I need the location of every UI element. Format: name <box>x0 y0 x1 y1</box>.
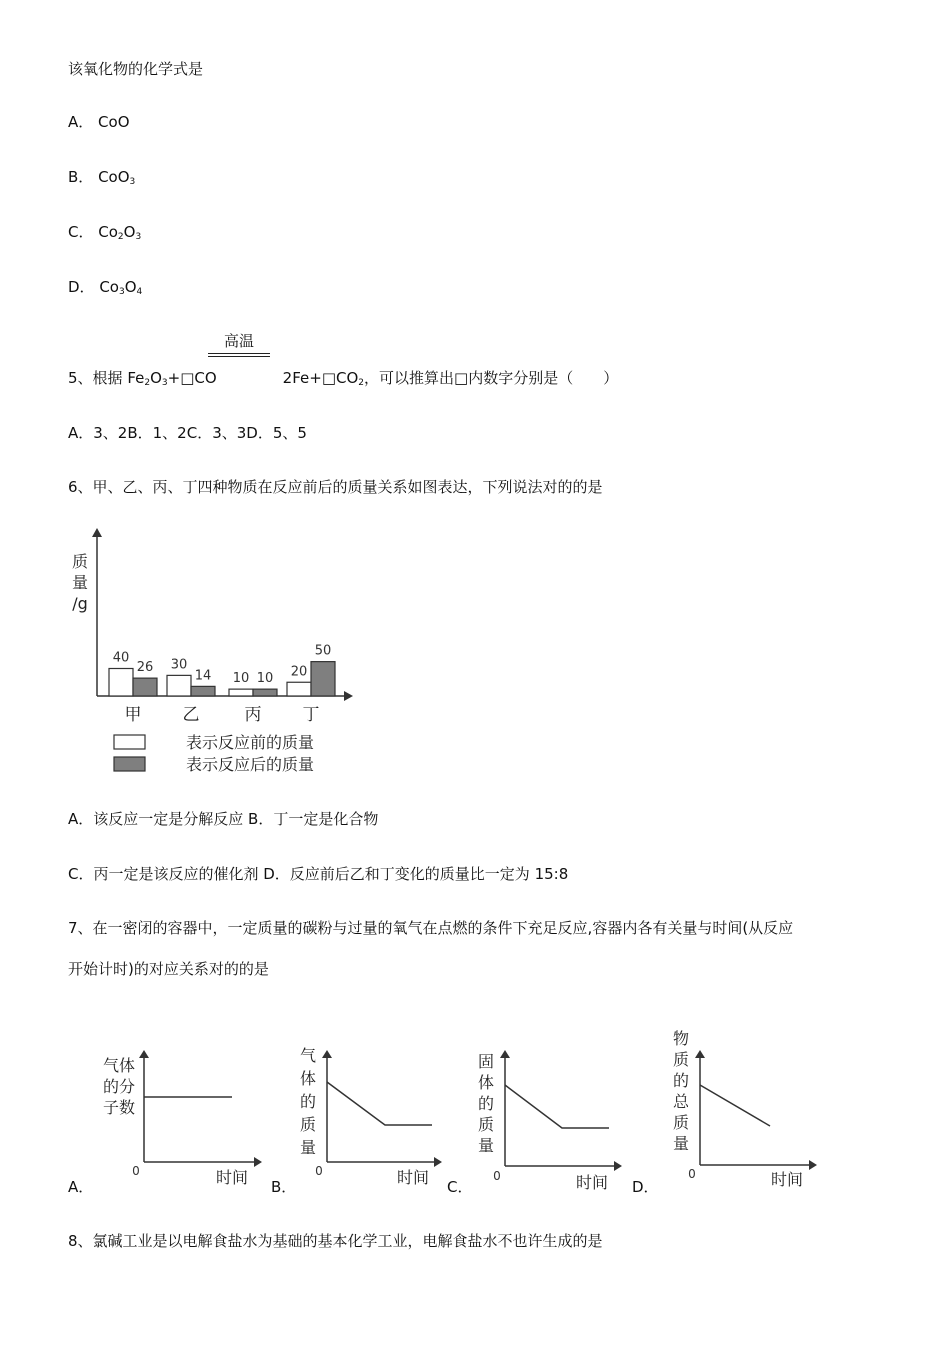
q6-stem: 6、甲、乙、丙、丁四种物质在反应前后的质量关系如图表达，下列说法对的的是 <box>68 478 603 496</box>
category-label: 乙 <box>182 705 200 725</box>
y-axis-label: /g <box>72 594 88 613</box>
graph-option-letter: C． <box>447 1178 473 1196</box>
formula-element: O <box>117 168 130 186</box>
formula-fe: Fe <box>127 369 145 387</box>
q4-option <box>68 222 141 242</box>
graph-option-letter: A． <box>68 1178 94 1196</box>
graph-y-label: 气体 <box>102 1056 136 1075</box>
graph-y-label: 体 <box>477 1073 495 1092</box>
graph-y-label: 固 <box>477 1052 495 1071</box>
graph-origin-label: 0 <box>132 1164 140 1178</box>
option-letter: C． <box>68 223 99 241</box>
graph-origin-label: 0 <box>493 1169 501 1183</box>
graph-x-arrow <box>434 1157 442 1167</box>
graph-x-label: 时间 <box>215 1168 249 1187</box>
category-label: 甲 <box>124 705 142 725</box>
q6-options-ab: A．该反应一定是分解反应 B．丁一定是化合物 <box>68 810 379 828</box>
formula-element: Co <box>98 113 118 131</box>
graph-x-label: 时间 <box>770 1170 804 1189</box>
formula-o-sub: 3 <box>161 378 168 388</box>
reaction-condition <box>208 330 270 357</box>
q6-options-cd: C．丙一定是该反应的催化剂 D．反应前后乙和丁变化的质量比一定为 15:8 <box>68 865 569 883</box>
q5-options: A．3、2B．1、2C．3、3D．5、5 <box>68 424 307 442</box>
graph-curve <box>327 1082 432 1125</box>
q4-option <box>68 167 135 187</box>
bar <box>253 689 277 696</box>
formula-subscript: 4 <box>136 287 143 297</box>
formula-element: Co <box>99 278 119 296</box>
graph-y-label: 气 <box>299 1046 317 1065</box>
graph-y-label: 质 <box>477 1115 495 1134</box>
option-letter: B． <box>68 168 99 186</box>
graph-y-label: 物 <box>672 1029 690 1048</box>
formula-element: O <box>124 278 137 296</box>
graph-x-label: 时间 <box>396 1168 430 1187</box>
graph-curve <box>505 1085 609 1128</box>
formula-element: Co <box>98 168 118 186</box>
data-label: 20 <box>290 664 308 680</box>
q5-suffix: ，可以推算出□内数字分别是（ ） <box>364 369 619 387</box>
formula-subscript: 3 <box>118 287 125 297</box>
formula-subscript: 2 <box>117 232 124 242</box>
graph-y-label: 质 <box>299 1115 317 1134</box>
graph-x-arrow <box>809 1160 817 1170</box>
data-label: 30 <box>170 657 188 673</box>
bar <box>311 662 335 696</box>
data-label: 14 <box>194 668 212 684</box>
graph-option-letter: D． <box>632 1178 659 1196</box>
graph-y-arrow <box>695 1050 705 1058</box>
data-label: 10 <box>256 671 274 687</box>
graph-y-label: 的 <box>299 1092 317 1111</box>
bar <box>167 675 191 696</box>
graph-y-arrow <box>500 1050 510 1058</box>
formula-fe-sub: 2 <box>144 378 151 388</box>
bar <box>109 669 133 697</box>
y-axis-label: 质 <box>71 552 89 571</box>
graph-x-label: 时间 <box>575 1173 609 1192</box>
graph-curve <box>700 1085 770 1126</box>
graph-y-arrow <box>139 1050 149 1058</box>
y-axis-label: 量 <box>71 573 89 592</box>
formula-subscript: 3 <box>135 232 142 242</box>
reaction-condition-text: 高温 <box>223 332 254 350</box>
q5-reactant-co: +□CO <box>167 369 217 387</box>
formula-element: Co <box>98 223 118 241</box>
graph-origin-label: 0 <box>688 1167 696 1181</box>
formula-element: O <box>123 223 136 241</box>
graph-option-letter: B． <box>271 1178 297 1196</box>
q5-stem <box>68 368 618 388</box>
data-label: 26 <box>136 660 154 676</box>
graph-y-label: 质 <box>672 1113 690 1132</box>
legend-label: 表示反应后的质量 <box>186 755 315 774</box>
graph-y-label: 的 <box>672 1071 690 1090</box>
graph-y-label: 子数 <box>102 1098 136 1117</box>
legend-label: 表示反应前的质量 <box>186 733 315 752</box>
bar <box>287 682 311 696</box>
q5-prefix: 5、根据 <box>68 369 128 387</box>
formula-element: O <box>117 113 130 131</box>
formula-o: O <box>150 369 162 387</box>
graph-y-label: 量 <box>672 1134 690 1153</box>
q7-stem-line1: 7、在一密闭的容器中，一定质量的碳粉与过量的氧气在点燃的条件下充足反应,容器内各有关量与时间(从反应 <box>68 919 794 937</box>
option-letter: A． <box>68 113 99 131</box>
equation-equals-sign <box>208 353 270 357</box>
bar <box>191 686 215 696</box>
category-label: 丙 <box>244 705 262 725</box>
category-label: 丁 <box>302 705 320 725</box>
graph-x-arrow <box>614 1161 622 1171</box>
q4-stem: 该氧化物的化学式是 <box>68 60 204 78</box>
graph-y-label: 体 <box>299 1069 317 1088</box>
bar <box>229 689 253 696</box>
data-label: 40 <box>112 650 130 666</box>
q5-products: 2Fe+□CO <box>282 369 359 387</box>
graph-y-label: 量 <box>299 1138 317 1157</box>
graph-y-arrow <box>322 1050 332 1058</box>
legend-swatch <box>114 735 145 749</box>
graph-y-label: 的分 <box>102 1077 136 1096</box>
graph-y-label: 的 <box>477 1094 495 1113</box>
data-label: 50 <box>314 643 332 659</box>
q4-option <box>68 277 142 297</box>
y-axis-arrow <box>92 528 102 537</box>
graph-y-label: 质 <box>672 1050 690 1069</box>
q8-stem: 8、氯碱工业是以电解食盐水为基础的基本化学工业，电解食盐水不也许生成的是 <box>68 1232 603 1250</box>
data-label: 10 <box>232 671 250 687</box>
option-letter: D． <box>68 278 100 296</box>
graph-x-arrow <box>254 1157 262 1167</box>
q4-option <box>68 112 130 132</box>
graph-origin-label: 0 <box>315 1164 323 1178</box>
x-axis-arrow <box>344 691 353 701</box>
q5-product-sub: 2 <box>358 378 365 388</box>
q7-stem-line2: 开始计时)的对应关系对的的是 <box>68 960 269 978</box>
graph-y-label: 总 <box>672 1092 690 1111</box>
formula-subscript: 3 <box>129 177 136 187</box>
bar <box>133 678 157 696</box>
legend-swatch <box>114 757 145 771</box>
graph-y-label: 量 <box>477 1136 495 1155</box>
